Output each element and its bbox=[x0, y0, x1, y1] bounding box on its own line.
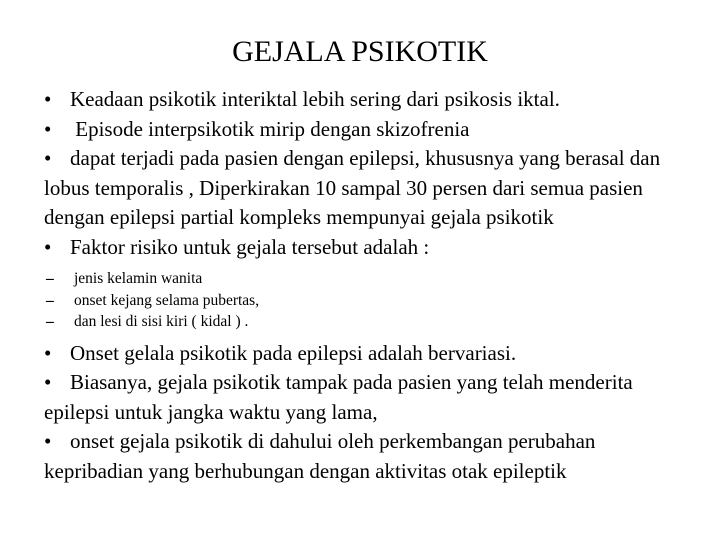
bullet-text: Onset gelala psikotik pada epilepsi adalah bervariasi. bbox=[70, 340, 517, 365]
bullet-item bbox=[44, 233, 694, 263]
bullet-text: Biasanya, gejala psikotik tampak pada pasien yang telah menderita epilepsi untuk jangka waktu yang lama, bbox=[44, 370, 633, 424]
bullet-marker: • bbox=[44, 87, 52, 111]
dash-marker: – bbox=[46, 313, 54, 330]
risk-factor-sublist bbox=[44, 268, 694, 333]
bullet-item bbox=[44, 368, 694, 427]
slide-title: GEJALA PSIKOTIK bbox=[232, 35, 488, 68]
dash-marker: – bbox=[46, 291, 54, 309]
bullet-item bbox=[44, 115, 694, 145]
bullet-marker: • bbox=[44, 234, 52, 259]
sub-item-text: onset kejang selama pubertas, bbox=[74, 291, 260, 309]
bullet-item bbox=[44, 339, 694, 369]
sub-item-text: dan lesi di sisi kiri ( kidal ) . bbox=[74, 313, 249, 330]
bullet-text: Faktor risiko untuk gejala tersebut adalah : bbox=[70, 234, 430, 259]
sub-item bbox=[44, 290, 694, 312]
bullet-item bbox=[44, 144, 694, 233]
sub-item bbox=[44, 268, 694, 290]
bullet-marker: • bbox=[44, 146, 52, 170]
bullet-text: dapat terjadi pada pasien dengan epilepsi, khususnya yang berasal dan lobus temporalis , Diperkirakan 10 sampal 30 persen dari semua pasien dengan epilepsi partial kompleks mempunyai gejala psikotik bbox=[44, 146, 661, 229]
dash-marker: – bbox=[46, 270, 54, 287]
bullet-marker: • bbox=[44, 116, 52, 141]
sub-item-text: jenis kelamin wanita bbox=[74, 270, 203, 287]
bullet-text: onset gejala psikotik di dahului oleh perkembangan perubahan kepribadian yang berhubungan dengan aktivitas otak epileptik bbox=[44, 429, 596, 483]
bullet-marker: • bbox=[44, 340, 52, 365]
bullet-marker: • bbox=[44, 370, 52, 394]
bullet-text: Keadaan psikotik interiktal lebih sering dari psikosis iktal. bbox=[70, 87, 560, 111]
bullet-item bbox=[44, 85, 694, 115]
sub-item bbox=[44, 311, 694, 333]
bullet-text: Episode interpsikotik mirip dengan skizofrenia bbox=[70, 116, 470, 141]
bullet-marker: • bbox=[44, 429, 52, 453]
bullet-item bbox=[44, 427, 694, 486]
slide-body bbox=[44, 85, 694, 486]
